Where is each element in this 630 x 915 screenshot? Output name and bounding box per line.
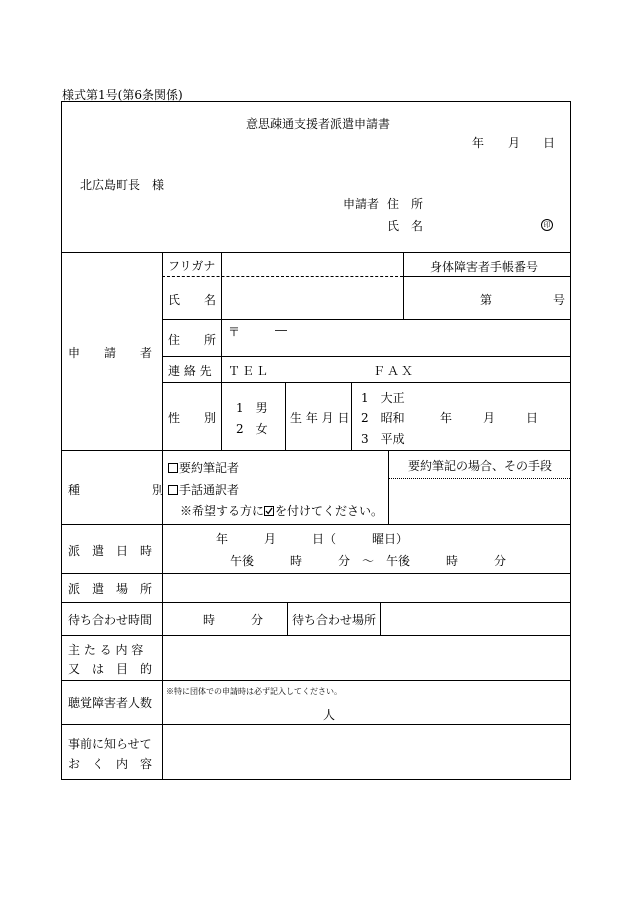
gender-option-male[interactable]: 1 男 — [236, 401, 268, 415]
dispatch-date[interactable]: 年 月 日（ 曜日） — [216, 532, 409, 546]
furigana-label: フリガナ — [168, 259, 216, 273]
hearing-impaired-unit[interactable]: 人 — [323, 708, 336, 722]
line-contact-end — [162, 382, 570, 383]
gender-label: 性 別 — [168, 411, 217, 425]
type-note-pre: ※希望する方に — [180, 504, 265, 518]
date-year[interactable]: 年 — [472, 136, 485, 150]
applicant-label: 申請者 — [343, 197, 380, 211]
dispatch-place-label: 派 遣 場 所 — [68, 582, 153, 596]
dispatch-datetime-label: 派 遣 日 時 — [68, 544, 153, 558]
line-count-end — [61, 724, 571, 725]
frame-top — [61, 101, 571, 102]
birth-month[interactable]: 月 — [483, 411, 496, 425]
form-number: 様式第1号(第6条関係) — [62, 88, 183, 102]
frame-left — [61, 101, 62, 779]
frame-right — [570, 101, 571, 779]
name-field[interactable] — [222, 279, 402, 317]
option-summary-writer-label: 要約筆記者 — [179, 461, 240, 475]
line-cert-col — [403, 252, 404, 319]
line-header-end — [61, 252, 571, 253]
fax-label[interactable]: ＦＡＸ — [373, 364, 416, 378]
postal-mark: 〒 — [228, 325, 241, 339]
option-summary-writer[interactable] — [168, 459, 239, 476]
applicant-section-label: 申 請 者 — [68, 346, 153, 360]
line-datetime-end — [61, 573, 571, 574]
advance-info-label-line1: 事前に知らせて — [68, 737, 152, 751]
date-day[interactable]: 日 — [543, 136, 556, 150]
form-title: 意思疎通支援者派遣申請書 — [246, 117, 391, 131]
hearing-impaired-note: ※特に団体での申請時は必ず記入してください。 — [166, 687, 342, 696]
meeting-time-value[interactable]: 時 分 — [203, 613, 264, 627]
advance-info-field[interactable] — [164, 726, 568, 777]
hearing-impaired-label: 聴覚障害者人数 — [68, 696, 153, 710]
type-note-post: を付けてください。 — [275, 504, 384, 518]
contact-label: 連 絡 先 — [168, 364, 212, 378]
dispatch-place-field[interactable] — [164, 575, 568, 600]
line-meet-col1 — [287, 602, 288, 635]
era-showa[interactable]: 2 昭和 — [361, 411, 405, 425]
address-label: 住 所 — [168, 333, 217, 347]
means-field[interactable] — [390, 480, 568, 522]
certificate-label: 身体障害者手帳番号 — [430, 260, 539, 274]
gender-option-female[interactable]: 2 女 — [236, 422, 268, 436]
postal-dash: ― — [275, 323, 287, 337]
line-means-col — [388, 450, 389, 524]
meeting-place-label: 待ち合わせ場所 — [292, 613, 377, 627]
line-gender-col — [285, 382, 286, 450]
addressee: 北広島町長 様 — [80, 178, 165, 192]
birth-label: 生 年 月 日 — [290, 411, 350, 425]
line-place-end — [61, 602, 571, 603]
applicant-name-label: 氏 名 — [387, 219, 424, 233]
purpose-label-line1: 主 た る 内 容 — [68, 643, 144, 657]
purpose-label-line2: 又 は 目 的 — [68, 662, 153, 676]
certificate-no-suffix: 号 — [553, 293, 566, 307]
line-label-col — [162, 252, 163, 779]
meeting-place-field[interactable] — [382, 604, 568, 633]
option-sign-interpreter-label: 手話通訳者 — [179, 483, 240, 497]
tel-label[interactable]: ＴＥＬ — [228, 364, 271, 378]
name-label: 氏 名 — [168, 293, 217, 307]
line-furigana-dash — [162, 276, 403, 277]
meeting-time-label: 待ち合わせ時間 — [68, 613, 153, 627]
checkmark-box-icon — [264, 506, 274, 516]
line-meet-col2 — [380, 602, 381, 635]
line-meeting-end — [61, 635, 571, 636]
era-taisho[interactable]: 1 大正 — [361, 391, 405, 405]
line-purpose-end — [61, 680, 571, 681]
era-heisei[interactable]: 3 平成 — [361, 432, 405, 446]
type-label: 種 別 — [68, 483, 165, 497]
line-birth-col — [351, 382, 352, 450]
checkbox-icon[interactable] — [168, 485, 178, 495]
line-cert-split — [403, 276, 570, 277]
checkbox-icon[interactable] — [168, 463, 178, 473]
date-month[interactable]: 月 — [508, 136, 521, 150]
seal-mark: 印 — [541, 219, 553, 231]
checkmark-icon — [265, 507, 273, 515]
line-type-end — [61, 524, 571, 525]
line-means-dot — [388, 478, 570, 479]
frame-bottom — [61, 779, 571, 780]
birth-year[interactable]: 年 — [440, 411, 453, 425]
advance-info-label-line2: お く 内 容 — [68, 757, 153, 771]
line-applicant-end — [61, 450, 571, 451]
birth-day[interactable]: 日 — [526, 411, 539, 425]
purpose-field[interactable] — [164, 637, 568, 678]
option-sign-interpreter[interactable] — [168, 481, 239, 498]
means-label: 要約筆記の場合、その手段 — [408, 459, 553, 473]
line-name-end — [162, 319, 570, 320]
dispatch-time[interactable]: 午後 時 分 ～ 午後 時 分 — [230, 554, 507, 568]
furigana-field[interactable] — [222, 255, 402, 274]
type-note — [180, 502, 383, 519]
applicant-address-label: 住 所 — [387, 197, 424, 211]
line-address-end — [162, 356, 570, 357]
certificate-no-prefix[interactable]: 第 — [480, 293, 493, 307]
